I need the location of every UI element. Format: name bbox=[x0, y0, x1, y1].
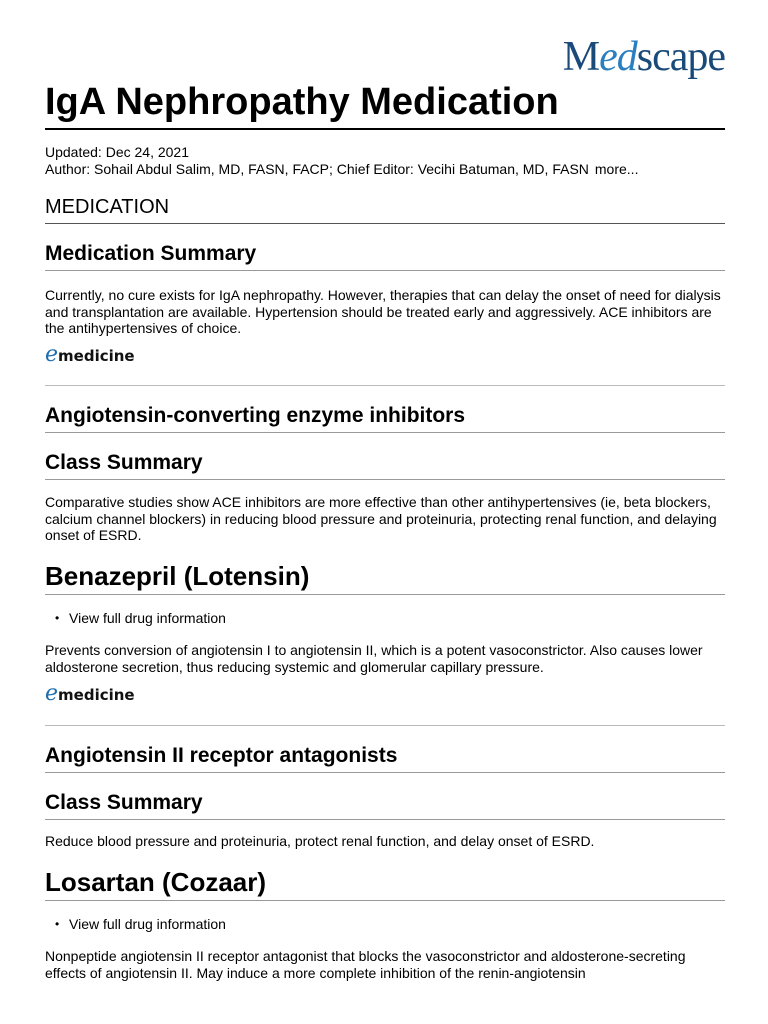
logo-letters-scape: scape bbox=[636, 34, 725, 80]
arb-class-summary-heading: Class Summary bbox=[45, 790, 725, 820]
benazepril-text: Prevents conversion of angiotensin I to angiotensin II, which is a potent vasoconstrictor. Also causes lower aldosterone secretion, thus reducing systemic and glomerular capillary pressure. bbox=[45, 642, 703, 675]
logo-letters-ed: ed bbox=[599, 34, 637, 80]
benazepril-heading: Benazepril (Lotensin) bbox=[45, 560, 725, 595]
author-line bbox=[45, 161, 725, 178]
section-divider bbox=[45, 385, 725, 386]
losartan-text: Nonpeptide angiotensin II receptor antagonist that blocks the vasoconstrictor and aldosterone-secreting effects of angiotensin II. May induce a more complete inhibition of the renin-angiotensin bbox=[45, 948, 686, 981]
emedicine-wordmark: medicine bbox=[58, 347, 135, 365]
emedicine-e-icon: e bbox=[45, 342, 59, 367]
emedicine-wordmark: medicine bbox=[58, 686, 135, 704]
arb-heading: Angiotensin II receptor antagonists bbox=[45, 743, 725, 773]
page-title: IgA Nephropathy Medication bbox=[45, 78, 725, 130]
author-text: Author: Sohail Abdul Salim, MD, FASN, FACP; Chief Editor: Vecihi Batuman, MD, FASN bbox=[45, 161, 589, 177]
section-divider bbox=[45, 725, 725, 726]
section-label: MEDICATION bbox=[45, 195, 725, 224]
emedicine-logo[interactable] bbox=[45, 681, 135, 706]
emedicine-e-icon: e bbox=[45, 681, 59, 706]
losartan-drug-info-link[interactable]: • View full drug information bbox=[69, 916, 709, 933]
benazepril-drug-info-link[interactable]: • View full drug information bbox=[69, 610, 709, 627]
ace-class-summary-heading: Class Summary bbox=[45, 450, 725, 480]
arb-class-summary-text: Reduce blood pressure and proteinuria, protect renal function, and delay onset of ESRD. bbox=[45, 833, 595, 849]
logo-letter-m: M bbox=[562, 34, 600, 80]
article-meta bbox=[45, 144, 725, 178]
updated-date: Updated: Dec 24, 2021 bbox=[45, 144, 189, 160]
losartan-heading: Losartan (Cozaar) bbox=[45, 866, 725, 901]
emedicine-logo[interactable] bbox=[45, 342, 135, 367]
medication-summary-text: Currently, no cure exists for IgA nephropathy. However, therapies that can delay the onset of need for dialysis and transplantation are available. Hypertension should be treated early and aggressively. ACE inhibitors are the antihypertensives of choice. bbox=[45, 287, 721, 336]
medscape-logo[interactable] bbox=[563, 36, 725, 78]
medication-summary-heading: Medication Summary bbox=[45, 241, 725, 271]
ace-class-summary-text: Comparative studies show ACE inhibitors are more effective than other antihypertensives (ie, beta blockers, calcium channel blockers) in reducing blood pressure and proteinuria, protecting renal function, and delaying onset of ESRD. bbox=[45, 494, 717, 543]
more-link[interactable]: more... bbox=[594, 161, 639, 177]
ace-inhibitors-heading: Angiotensin-converting enzyme inhibitors bbox=[45, 403, 725, 433]
